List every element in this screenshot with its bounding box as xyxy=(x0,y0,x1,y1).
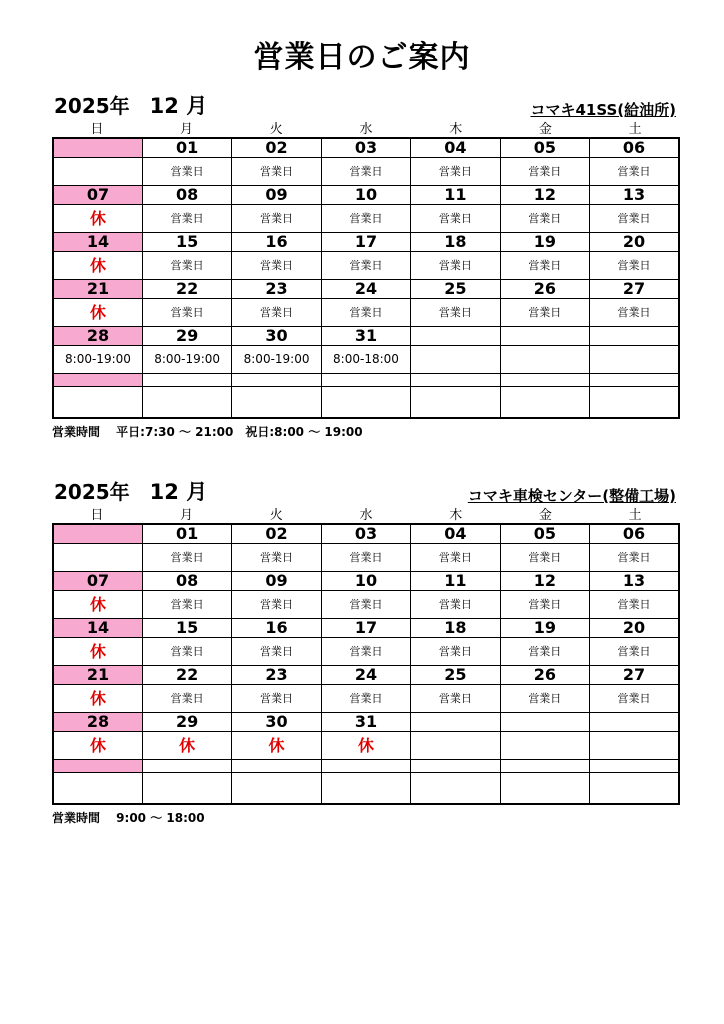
date-cell: 18 xyxy=(411,619,500,638)
status-cell: 営業日 xyxy=(411,638,500,666)
empty-cell xyxy=(500,374,589,387)
date-cell: 02 xyxy=(232,524,321,544)
date-cell: 07 xyxy=(53,572,142,591)
closed-day-cell: 休 xyxy=(53,591,142,619)
date-cell xyxy=(411,327,500,346)
date-row xyxy=(53,572,679,591)
weekday-sun: 日 xyxy=(90,122,104,137)
status-cell: 営業日 xyxy=(500,544,589,572)
status-cell: 営業日 xyxy=(232,591,321,619)
empty-cell xyxy=(53,773,142,805)
status-cell xyxy=(500,346,589,374)
status-cell: 営業日 xyxy=(590,638,679,666)
date-cell: 15 xyxy=(142,619,231,638)
status-cell: 営業日 xyxy=(142,544,231,572)
date-cell: 17 xyxy=(321,233,410,252)
empty-cell xyxy=(590,760,679,773)
status-row xyxy=(53,685,679,713)
empty-cell xyxy=(411,773,500,805)
empty-cell xyxy=(321,374,410,387)
status-cell: 営業日 xyxy=(142,685,231,713)
status-cell: 営業日 xyxy=(232,158,321,186)
closed-day-cell: 休 xyxy=(53,252,142,280)
date-cell: 31 xyxy=(321,713,410,732)
status-cell xyxy=(53,544,142,572)
status-cell: 営業日 xyxy=(500,158,589,186)
empty-status-row xyxy=(53,387,679,419)
status-row xyxy=(53,158,679,186)
calendar-grid xyxy=(52,523,680,805)
year-label: 2025年 xyxy=(54,94,130,118)
date-cell: 23 xyxy=(232,280,321,299)
closed-day-cell: 休 xyxy=(53,638,142,666)
status-cell: 営業日 xyxy=(411,685,500,713)
date-cell: 20 xyxy=(590,233,679,252)
date-cell: 21 xyxy=(53,666,142,685)
status-cell: 8:00-19:00 xyxy=(232,346,321,374)
status-cell: 営業日 xyxy=(500,638,589,666)
date-cell: 11 xyxy=(411,186,500,205)
date-cell: 28 xyxy=(53,713,142,732)
weekday-fri: 金 xyxy=(538,508,552,523)
status-cell: 営業日 xyxy=(590,158,679,186)
empty-cell xyxy=(411,374,500,387)
date-cell: 27 xyxy=(590,280,679,299)
status-cell xyxy=(53,158,142,186)
weekday-tue: 火 xyxy=(269,508,283,523)
date-cell: 06 xyxy=(590,524,679,544)
status-cell: 営業日 xyxy=(232,252,321,280)
status-cell: 営業日 xyxy=(590,205,679,233)
empty-cell xyxy=(321,760,410,773)
date-cell: 21 xyxy=(53,280,142,299)
empty-cell xyxy=(53,760,142,773)
date-cell: 31 xyxy=(321,327,410,346)
empty-date-row xyxy=(53,760,679,773)
calendar-grid xyxy=(52,137,680,419)
empty-date-row xyxy=(53,374,679,387)
status-cell: 営業日 xyxy=(500,299,589,327)
status-cell: 営業日 xyxy=(142,205,231,233)
status-row xyxy=(53,638,679,666)
date-cell xyxy=(500,713,589,732)
empty-cell xyxy=(411,760,500,773)
date-cell: 12 xyxy=(500,186,589,205)
status-cell: 営業日 xyxy=(590,544,679,572)
status-cell: 営業日 xyxy=(321,591,410,619)
date-cell xyxy=(53,524,142,544)
status-cell: 営業日 xyxy=(321,205,410,233)
date-cell: 10 xyxy=(321,186,410,205)
date-cell: 09 xyxy=(232,186,321,205)
status-cell: 営業日 xyxy=(590,685,679,713)
status-cell: 営業日 xyxy=(590,591,679,619)
empty-cell xyxy=(142,773,231,805)
year-month xyxy=(54,476,207,506)
date-cell xyxy=(590,327,679,346)
empty-cell xyxy=(500,387,589,419)
empty-cell xyxy=(500,760,589,773)
weekday-header xyxy=(52,122,680,137)
empty-status-row xyxy=(53,773,679,805)
date-cell: 13 xyxy=(590,572,679,591)
status-cell: 8:00-18:00 xyxy=(321,346,410,374)
date-cell: 16 xyxy=(232,619,321,638)
status-cell: 営業日 xyxy=(590,252,679,280)
closed-day-cell: 休 xyxy=(53,299,142,327)
date-cell: 20 xyxy=(590,619,679,638)
date-cell: 29 xyxy=(142,327,231,346)
status-cell: 営業日 xyxy=(321,685,410,713)
date-cell: 29 xyxy=(142,713,231,732)
date-row xyxy=(53,138,679,158)
date-cell: 25 xyxy=(411,666,500,685)
date-cell: 24 xyxy=(321,666,410,685)
empty-cell xyxy=(53,387,142,419)
status-cell: 営業日 xyxy=(142,158,231,186)
empty-cell xyxy=(232,760,321,773)
status-cell xyxy=(411,346,500,374)
page-title: 営業日のご案内 xyxy=(253,40,471,75)
empty-cell xyxy=(142,374,231,387)
status-row xyxy=(53,346,679,374)
status-cell: 営業日 xyxy=(232,544,321,572)
status-cell: 営業日 xyxy=(321,158,410,186)
empty-cell xyxy=(321,773,410,805)
date-cell: 14 xyxy=(53,233,142,252)
weekday-tue: 火 xyxy=(269,122,283,137)
date-row xyxy=(53,524,679,544)
status-cell: 営業日 xyxy=(500,205,589,233)
location-name: コマキ車検センター(整備工場) xyxy=(467,487,676,505)
date-cell: 30 xyxy=(232,713,321,732)
status-cell: 営業日 xyxy=(232,685,321,713)
empty-cell xyxy=(232,374,321,387)
date-cell: 30 xyxy=(232,327,321,346)
date-row xyxy=(53,619,679,638)
date-cell: 09 xyxy=(232,572,321,591)
status-cell: 営業日 xyxy=(232,638,321,666)
weekday-wed: 水 xyxy=(359,508,373,523)
status-row xyxy=(53,544,679,572)
location-name: コマキ41SS(給油所) xyxy=(530,101,676,119)
date-cell: 19 xyxy=(500,233,589,252)
status-cell xyxy=(590,732,679,760)
calendar-header xyxy=(52,478,680,508)
closed-day-cell: 休 xyxy=(53,205,142,233)
business-hours-note: 営業時間 平日:7:30 ～ 21:00 祝日:8:00 ～ 19:00 xyxy=(52,425,363,439)
date-cell: 04 xyxy=(411,524,500,544)
date-cell: 03 xyxy=(321,138,410,158)
empty-cell xyxy=(590,387,679,419)
weekday-thu: 木 xyxy=(449,508,463,523)
status-cell: 営業日 xyxy=(142,591,231,619)
date-row xyxy=(53,327,679,346)
year-month xyxy=(54,90,207,120)
empty-cell xyxy=(321,387,410,419)
weekday-wed: 水 xyxy=(359,122,373,137)
date-cell: 27 xyxy=(590,666,679,685)
status-cell xyxy=(590,346,679,374)
status-cell xyxy=(500,732,589,760)
status-row xyxy=(53,591,679,619)
status-cell: 営業日 xyxy=(500,591,589,619)
date-cell: 22 xyxy=(142,280,231,299)
status-cell: 営業日 xyxy=(411,158,500,186)
date-row xyxy=(53,233,679,252)
closed-day-cell: 休 xyxy=(142,732,231,760)
calendar-header xyxy=(52,92,680,122)
status-row xyxy=(53,299,679,327)
status-row xyxy=(53,205,679,233)
empty-cell xyxy=(142,760,231,773)
year-label: 2025年 xyxy=(54,480,130,504)
date-cell xyxy=(590,713,679,732)
date-cell: 08 xyxy=(142,186,231,205)
empty-cell xyxy=(53,374,142,387)
closed-day-cell: 休 xyxy=(53,732,142,760)
status-cell: 営業日 xyxy=(232,299,321,327)
date-cell xyxy=(411,713,500,732)
date-cell: 03 xyxy=(321,524,410,544)
closed-day-cell: 休 xyxy=(53,685,142,713)
status-cell: 営業日 xyxy=(500,685,589,713)
date-cell: 23 xyxy=(232,666,321,685)
weekday-sat: 土 xyxy=(628,122,642,137)
status-cell: 営業日 xyxy=(411,205,500,233)
empty-cell xyxy=(232,387,321,419)
date-cell xyxy=(500,327,589,346)
empty-cell xyxy=(142,387,231,419)
date-cell: 22 xyxy=(142,666,231,685)
date-cell: 16 xyxy=(232,233,321,252)
date-cell: 04 xyxy=(411,138,500,158)
status-cell: 営業日 xyxy=(321,252,410,280)
date-cell: 13 xyxy=(590,186,679,205)
date-cell: 01 xyxy=(142,138,231,158)
closed-day-cell: 休 xyxy=(232,732,321,760)
weekday-fri: 金 xyxy=(538,122,552,137)
empty-cell xyxy=(411,387,500,419)
date-cell: 18 xyxy=(411,233,500,252)
date-cell: 17 xyxy=(321,619,410,638)
empty-cell xyxy=(232,773,321,805)
date-cell: 05 xyxy=(500,524,589,544)
date-cell: 26 xyxy=(500,666,589,685)
status-cell: 営業日 xyxy=(411,299,500,327)
date-cell: 14 xyxy=(53,619,142,638)
status-cell: 営業日 xyxy=(321,638,410,666)
empty-cell xyxy=(590,374,679,387)
status-cell: 8:00-19:00 xyxy=(53,346,142,374)
date-cell: 26 xyxy=(500,280,589,299)
weekday-sun: 日 xyxy=(90,508,104,523)
date-cell: 08 xyxy=(142,572,231,591)
status-cell xyxy=(411,732,500,760)
date-cell: 24 xyxy=(321,280,410,299)
weekday-sat: 土 xyxy=(628,508,642,523)
date-row xyxy=(53,666,679,685)
date-cell: 01 xyxy=(142,524,231,544)
status-cell: 営業日 xyxy=(321,544,410,572)
date-cell: 07 xyxy=(53,186,142,205)
weekday-mon: 月 xyxy=(180,122,194,137)
date-cell: 12 xyxy=(500,572,589,591)
date-cell: 25 xyxy=(411,280,500,299)
status-cell: 8:00-19:00 xyxy=(142,346,231,374)
date-cell: 02 xyxy=(232,138,321,158)
calendar-section-gas-station xyxy=(52,92,680,440)
month-label: 12 月 xyxy=(149,94,208,118)
business-hours-note: 営業時間 9:00 ～ 18:00 xyxy=(52,811,205,825)
status-cell: 営業日 xyxy=(142,638,231,666)
closed-day-cell: 休 xyxy=(321,732,410,760)
date-cell: 06 xyxy=(590,138,679,158)
weekday-mon: 月 xyxy=(180,508,194,523)
weekday-header xyxy=(52,508,680,523)
status-cell: 営業日 xyxy=(321,299,410,327)
status-row xyxy=(53,732,679,760)
date-cell: 10 xyxy=(321,572,410,591)
date-cell: 19 xyxy=(500,619,589,638)
status-cell: 営業日 xyxy=(411,591,500,619)
status-cell: 営業日 xyxy=(411,252,500,280)
date-cell xyxy=(53,138,142,158)
status-cell: 営業日 xyxy=(590,299,679,327)
status-cell: 営業日 xyxy=(232,205,321,233)
empty-cell xyxy=(500,773,589,805)
date-row xyxy=(53,186,679,205)
weekday-thu: 木 xyxy=(449,122,463,137)
date-cell: 15 xyxy=(142,233,231,252)
status-cell: 営業日 xyxy=(142,252,231,280)
empty-cell xyxy=(590,773,679,805)
date-cell: 11 xyxy=(411,572,500,591)
month-label: 12 月 xyxy=(149,480,208,504)
date-cell: 28 xyxy=(53,327,142,346)
date-row xyxy=(53,280,679,299)
status-cell: 営業日 xyxy=(500,252,589,280)
date-row xyxy=(53,713,679,732)
status-cell: 営業日 xyxy=(142,299,231,327)
date-cell: 05 xyxy=(500,138,589,158)
status-row xyxy=(53,252,679,280)
calendar-section-inspection-center xyxy=(52,478,680,826)
status-cell: 営業日 xyxy=(411,544,500,572)
